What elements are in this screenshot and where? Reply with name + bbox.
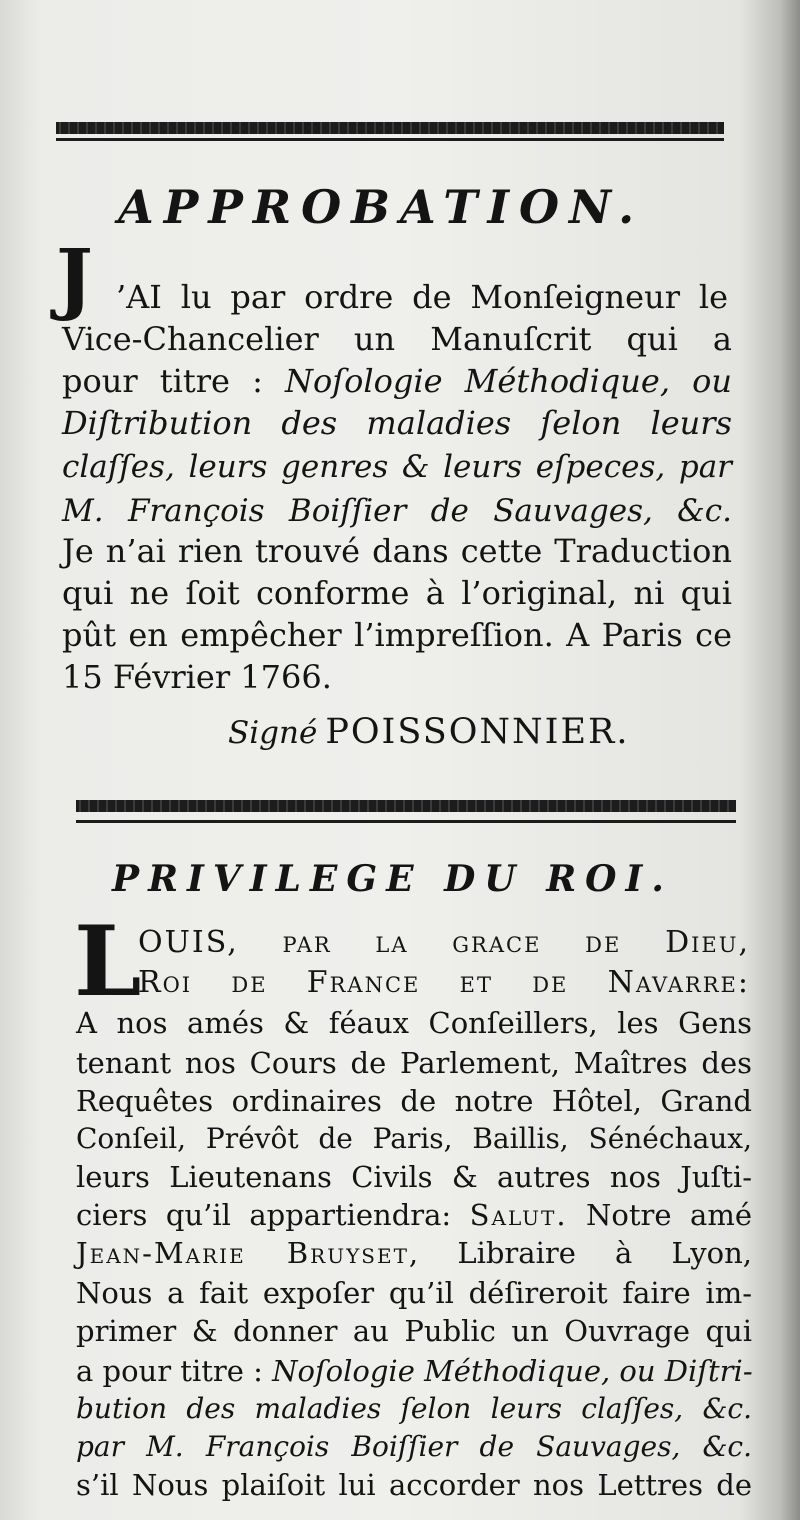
approbation-line — [62, 656, 732, 698]
approbation-line-segment: Je n’ai rien trouvé dans cette Traduction — [62, 532, 732, 570]
top-double-rule — [56, 116, 724, 144]
approbation-line — [62, 318, 732, 360]
approbation-signature — [228, 712, 630, 752]
privilege-line-segment: Conſeil, Prévôt de Paris, Baillis, Sénéchaux, — [76, 1122, 752, 1155]
approbation-drop-cap: J — [56, 233, 93, 324]
privilege-line — [76, 1232, 752, 1274]
privilege-line-segment: A nos amés & féaux Conſeillers, les Gens — [76, 1006, 752, 1040]
privilege-line — [76, 1002, 752, 1044]
approbation-line-segment: 15 Février 1766. — [62, 658, 332, 696]
approbation-line — [62, 490, 732, 532]
approbation-line-segment: pût en empêcher l’impreſſion. A Paris ce — [62, 616, 732, 654]
privilege-line-segment: Noſologie Méthodique, ou Diſtri- — [272, 1354, 753, 1388]
privilege-line-segment: par M. François Boiſſier de Sauvages, &c. — [76, 1430, 752, 1463]
privilege-line-segment: ciers qu’il appartiendra: — [76, 1198, 470, 1232]
privilege-line-segment: Jean-Marie Bruyset — [76, 1236, 409, 1270]
approbation-line-segment: ’AI lu par ordre de Monſeigneur le — [116, 278, 728, 316]
privilege-line — [76, 1464, 752, 1506]
privilege-line-segment: bution des maladies ſelon leurs claſſes, &c. — [76, 1392, 752, 1425]
privilege-drop-cap: L — [74, 905, 142, 1018]
privilege-heading: PRIVILEGE DU ROI. — [112, 858, 673, 900]
privilege-line — [76, 1272, 752, 1314]
privilege-line — [76, 1194, 752, 1236]
approbation-line-segment: qui ne ſoit conforme à l’original, ni qui — [62, 574, 732, 612]
privilege-line-segment: s’il Nous plaiſoit lui accorder nos Lettres de — [76, 1468, 752, 1502]
privilege-line-segment: primer & donner au Public un Ouvrage qui — [76, 1314, 752, 1348]
approbation-line-segment: claſſes, leurs genres & leurs eſpeces, par — [62, 449, 732, 485]
privilege-line — [76, 1388, 752, 1430]
privilege-line-segment: leurs Lieutenans Civils & autres nos Juſti- — [76, 1160, 752, 1194]
privilege-line — [138, 922, 750, 964]
signature-prefix: Signé — [228, 715, 318, 751]
approbation-line — [62, 530, 732, 572]
middle-double-rule — [76, 798, 736, 826]
approbation-line-segment: M. François Boiſſier de Sauvages, &c. — [62, 493, 732, 529]
privilege-line-segment: OUIS, par la grace de Dieu, — [138, 925, 750, 960]
privilege-line-segment: tenant nos Cours de Parlement, Maîtres des — [76, 1046, 752, 1080]
approbation-line — [62, 572, 732, 614]
privilege-line-segment: Roi de France et de Navarre: — [138, 965, 750, 1000]
privilege-line — [76, 1042, 752, 1084]
privilege-line-segment: Nous a fait expoſer qu’il déſireroit faire im- — [76, 1276, 752, 1310]
approbation-line-segment: Diſtribution des maladies ſelon leurs — [62, 404, 732, 442]
privilege-line — [76, 1118, 752, 1160]
approbation-line-segment: Vice-Chancelier un Manuſcrit qui a — [62, 320, 732, 358]
privilege-line — [76, 1080, 752, 1122]
approbation-line-segment: , ou — [659, 362, 733, 400]
approbation-line — [116, 276, 728, 318]
approbation-line — [62, 446, 732, 488]
privilege-line-segment: Notre amé — [567, 1198, 752, 1232]
privilege-line-segment: Salut. — [469, 1198, 568, 1232]
approbation-heading: APPROBATION. — [118, 180, 645, 234]
privilege-line — [76, 1156, 752, 1198]
privilege-line-segment: Requêtes ordinaires de notre Hôtel, Grand — [76, 1084, 752, 1118]
signature-name: POISSONNIER. — [325, 712, 630, 752]
privilege-line — [138, 962, 750, 1004]
privilege-line-segment: , Libraire à Lyon, — [408, 1236, 753, 1270]
approbation-line — [62, 402, 732, 444]
privilege-line — [76, 1350, 752, 1392]
approbation-line-segment: pour titre : — [62, 362, 285, 400]
privilege-line — [76, 1426, 752, 1468]
approbation-line-segment: Noſologie Méthodique — [285, 362, 660, 400]
approbation-line — [62, 360, 732, 402]
approbation-line — [62, 614, 732, 656]
privilege-line — [76, 1310, 752, 1352]
privilege-line-segment: a pour titre : — [76, 1354, 273, 1388]
